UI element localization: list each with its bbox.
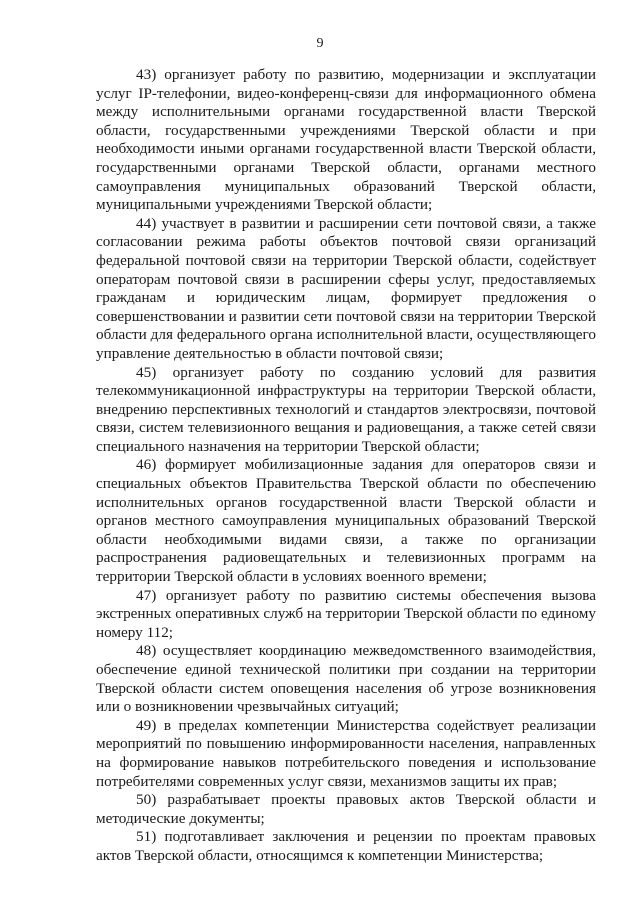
paragraph-45: 45) организует работу по созданию условий для развития телекоммуникационной инфраструктуры на территории Тверской области, внедрению перспективных технологий и стандартов электросвязи, почтовой связи, систем телевизионного вещания и радиовещания, а также сетей связи специального назначения на территории Тверской области;: [96, 363, 596, 455]
page-number: 9: [316, 36, 324, 51]
paragraph-44: 44) участвует в развитии и расширении сети почтовой связи, а также согласовании режима работы объектов почтовой связи организаций федеральной почтовой связи на территории Тверской области, содействует операторам почтовой связи в расширении сферы услуг, предоставляемых гражданам и юридическим лицам, формирует предложения о совершенствовании и развитии сети почтовой связи на территории Тверской области для федерального органа исполнительной власти, осуществляющего управление деятельностью в области почтовой связи;: [96, 214, 596, 362]
paragraph-49: 49) в пределах компетенции Министерства содействует реализации мероприятий по повышению информированности населения, направленных на формирование навыков потребительского поведения и использование потребителями современных услуг связи, механизмов защиты их прав;: [96, 716, 596, 790]
paragraph-46: 46) формирует мобилизационные задания для операторов связи и специальных объектов Правительства Тверской области по обеспечению исполнительных органов государственной власти Тверской области и органов местного самоуправления муниципальных образований Тверской области необходимыми видами связи, а также по организации распространения радиовещательных и телевизионных программ на территории Тверской области в условиях военного времени;: [96, 456, 596, 586]
document-body: [96, 66, 596, 866]
paragraph-51: 51) подготавливает заключения и рецензии по проектам правовых актов Тверской области, относящимся к компетенции Министерства;: [96, 828, 596, 864]
paragraph-48: 48) осуществляет координацию межведомственного взаимодействия, обеспечение единой технической политики при создании на территории Тверской области систем оповещения населения об угрозе возникновения или о возникновении чрезвычайных ситуаций;: [96, 642, 596, 716]
paragraph-50: 50) разрабатывает проекты правовых актов Тверской области и методические документы;: [96, 791, 596, 827]
paragraph-43: 43) организует работу по развитию, модернизации и эксплуатации услуг IP-телефонии, видео-конференц-связи для информационного обмена между исполнительными органами государственной власти Тверской области, государственными учреждениями Тверской области и при необходимости иными органами государственной власти Тверской области, государственными органами Тверской области, органами местного самоуправления муниципальных образований Тверской области, муниципальными учреждениями Тверской области;: [96, 66, 596, 214]
paragraph-47: 47) организует работу по развитию системы обеспечения вызова экстренных оперативных служб на территории Тверской области по единому номеру 112;: [96, 586, 596, 641]
